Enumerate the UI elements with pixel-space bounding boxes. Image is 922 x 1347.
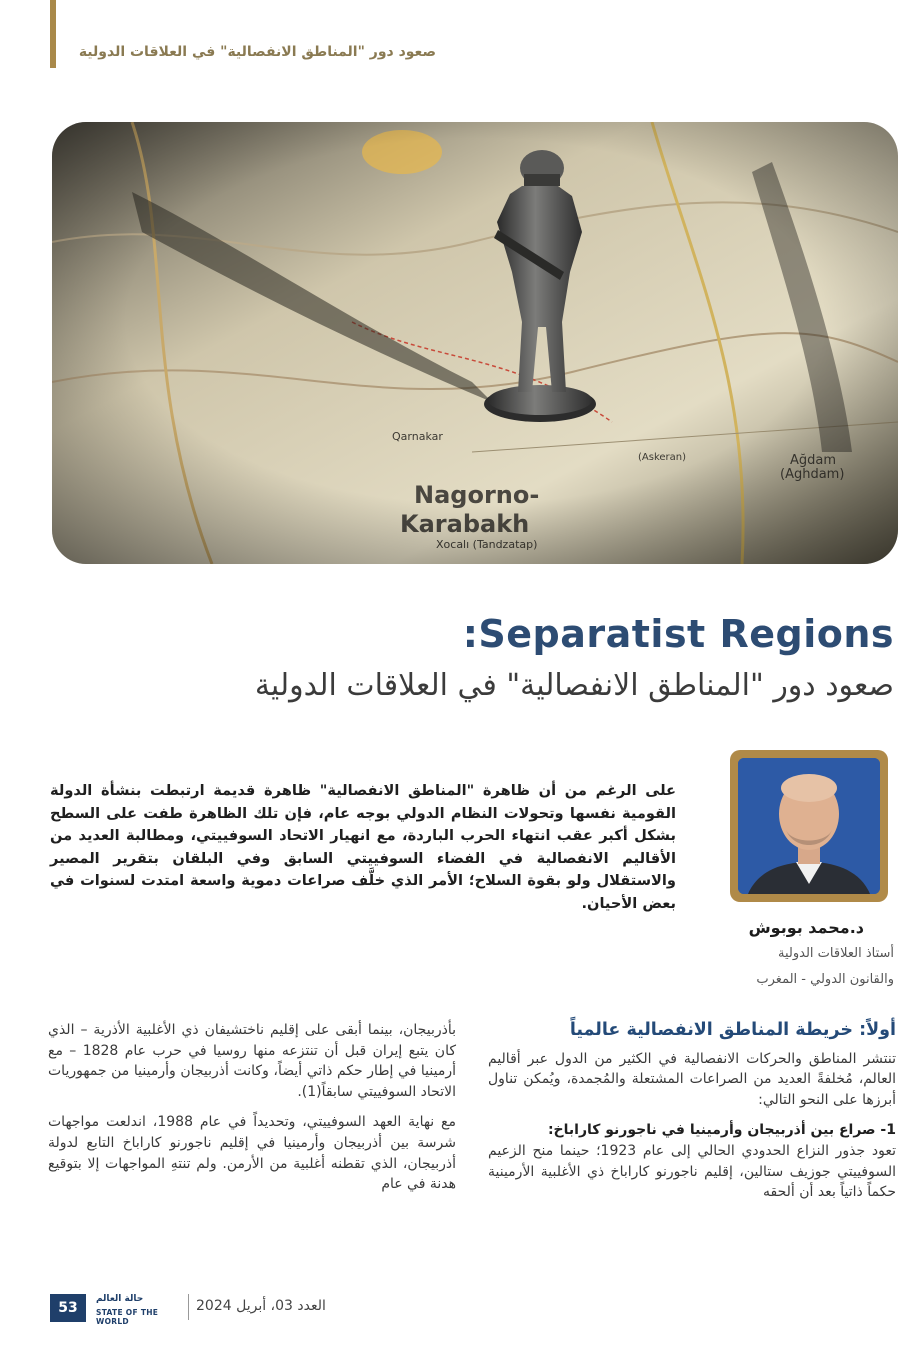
footer-divider [188, 1294, 189, 1320]
article-title-arabic: صعود دور "المناطق الانفصالية" في العلاقات الدولية [254, 668, 894, 703]
article-title-english: :Separatist Regions [462, 612, 894, 656]
logo-text-arabic: حالة العالم [96, 1294, 144, 1304]
body-paragraph-1: بأذربيجان، بينما أبقى على إقليم ناختشيفان ذي الأغلبية الأذرية – الذي كان يتبع إيران قبل أن تنتزعه منها روسيا في حرب عام 1828 – مع أرمينيا في إطار حكم ذاتي أيضاً، وكانت أذربيجان وأرمينيا من جمهوريات الاتحاد السوفييتي سابقاً(1). [48, 1022, 457, 1100]
author-role-line-1: أستاذ العلاقات الدولية [778, 946, 894, 961]
body-column-right [488, 1020, 896, 1213]
publication-logo [96, 1294, 182, 1326]
author-name: د.محمد بوبوش [748, 918, 864, 937]
page-number: 53 [50, 1294, 86, 1322]
lead-paragraph: على الرغم من أن ظاهرة "المناطق الانفصالية" ظاهرة قديمة ارتبطت بنشأة الدولة القومية نفسها وتحولات النظام الدولي بوجه عام، فإن تلك الظاهرة طفت على السطح بشكل أكبر عقب انتهاء الحرب الباردة، مع انهيار الاتحاد السوفييتي، ومطالبة العديد من الأقاليم الانفصالية في الفضاء السوفييتي السابق وفي البلقان بتقرير المصير والاستقلال ولو بقوة السلاح؛ الأمر الذي خلَّف صراعات دموية واسعة امتدت لسنوات في بعض الأحيان. [50, 782, 676, 912]
running-header: صعود دور "المناطق الانفصالية" في العلاقات الدولية [78, 44, 436, 60]
section-paragraph: تنتشر المناطق والحركات الانفصالية في الكثير من الدول عبر أقاليم العالم، مُخلفةً العديد من الصراعات المشتعلة والمُجمدة، ويُمكن تناول أبرزها على النحو التالي: [488, 1050, 896, 1108]
hero-image [52, 122, 898, 564]
issue-info: العدد 03، أبريل 2024 [196, 1298, 326, 1314]
section-heading: أولاً: خريطة المناطق الانفصالية عالمياً [569, 1020, 896, 1040]
subsection-paragraph: تعود جذور النزاع الحدودي الحالي إلى عام 1923؛ حينما منح الزعيم السوفييتي جوزيف ستالين، إقليم ناجورنو كاراباخ ذي الأغلبية الأرمينية حكماً ذاتياً بعد أن ألحقه [488, 1142, 896, 1201]
body-paragraph-2: مع نهاية العهد السوفييتي، وتحديداً في عام 1988، اندلعت مواجهات شرسة بين أذربيجان وأرمينيا في إقليم ناجورنو كاراباخ التابع لدولة أذربيجان، الذي تقطنه أغلبية من الأرمن. ولم تنتهِ المواجهات إلا بتوقيع هدنة في عام [48, 1114, 457, 1193]
author-photo [738, 758, 880, 894]
body-column-left [48, 1020, 456, 1205]
author-role-line-2: والقانون الدولي - المغرب [756, 972, 894, 987]
subsection-heading: 1- صراع بين أذربيجان وأرمينيا في ناجورنو كاراباخ: [547, 1122, 896, 1139]
top-accent-bar [50, 0, 56, 68]
logo-text-english: STATE OF THE WORLD [96, 1308, 159, 1326]
